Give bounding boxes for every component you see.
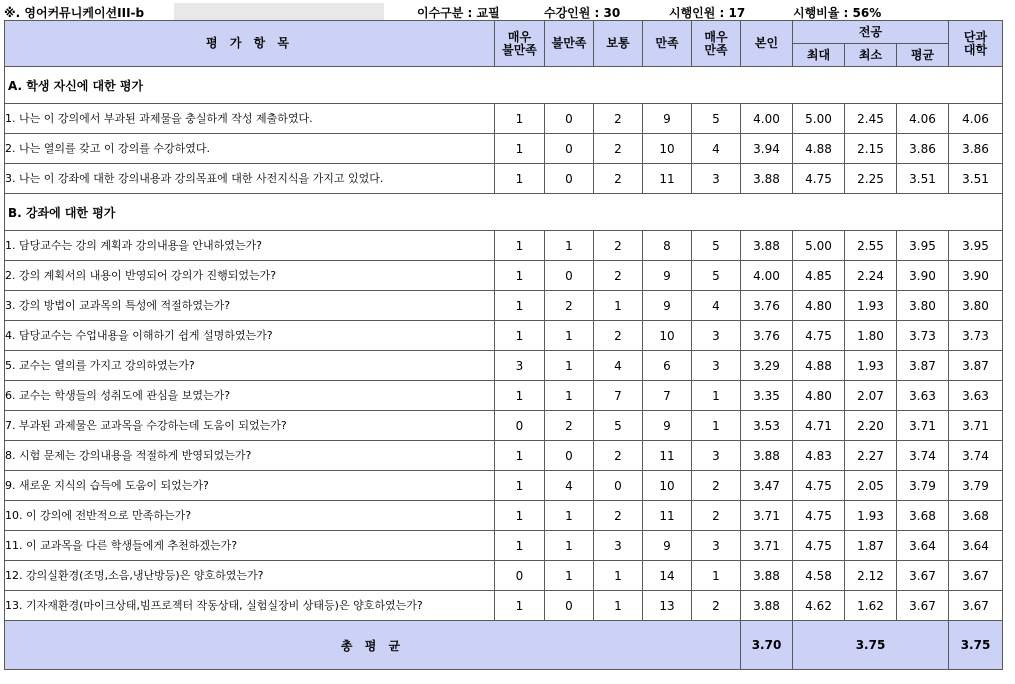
cell-college: 3.63 — [949, 381, 1003, 411]
participant-count: 시행인원 : 17 — [669, 6, 746, 20]
cell-self: 3.88 — [741, 231, 793, 261]
cell-college: 3.73 — [949, 321, 1003, 351]
cell-major-avg: 3.79 — [897, 471, 949, 501]
cell-dissatisfied: 1 — [545, 381, 594, 411]
cell-major-max: 4.85 — [793, 261, 845, 291]
table-row — [5, 561, 1003, 591]
cell-very-dissatisfied: 1 — [495, 501, 545, 531]
cell-very-dissatisfied: 1 — [495, 164, 545, 194]
header-major-min: 최소 — [845, 44, 897, 67]
cell-satisfied: 8 — [643, 231, 692, 261]
cell-very-dissatisfied: 1 — [495, 321, 545, 351]
cell-college: 3.67 — [949, 591, 1003, 621]
cell-very-dissatisfied: 1 — [495, 104, 545, 134]
cell-major-avg: 3.74 — [897, 441, 949, 471]
cell-college: 3.68 — [949, 501, 1003, 531]
cell-major-max: 4.80 — [793, 381, 845, 411]
question-text: 11. 이 교과목을 다른 학생들에게 추천하겠는가? — [5, 531, 495, 561]
cell-major-avg: 3.71 — [897, 411, 949, 441]
cell-major-avg: 3.90 — [897, 261, 949, 291]
cell-very-satisfied: 3 — [692, 531, 741, 561]
cell-dissatisfied: 0 — [545, 441, 594, 471]
cell-satisfied: 9 — [643, 104, 692, 134]
cell-neutral: 5 — [594, 411, 643, 441]
cell-major-min: 1.93 — [845, 501, 897, 531]
question-text: 3. 강의 방법이 교과목의 특성에 적절하였는가? — [5, 291, 495, 321]
cell-very-satisfied: 3 — [692, 321, 741, 351]
cell-satisfied: 9 — [643, 411, 692, 441]
cell-major-min: 2.15 — [845, 134, 897, 164]
cell-self: 3.88 — [741, 591, 793, 621]
cell-very-dissatisfied: 1 — [495, 291, 545, 321]
cell-neutral: 4 — [594, 351, 643, 381]
cell-very-dissatisfied: 1 — [495, 531, 545, 561]
section-title: A. 학생 자신에 대한 평가 — [5, 67, 1003, 104]
question-text: 1. 담당교수는 강의 계획과 강의내용을 안내하였는가? — [5, 231, 495, 261]
question-text: 10. 이 강의에 전반적으로 만족하는가? — [5, 501, 495, 531]
cell-major-min: 1.87 — [845, 531, 897, 561]
cell-dissatisfied: 1 — [545, 321, 594, 351]
cell-satisfied: 14 — [643, 561, 692, 591]
cell-major-max: 4.83 — [793, 441, 845, 471]
cell-major-min: 2.25 — [845, 164, 897, 194]
cell-college: 3.95 — [949, 231, 1003, 261]
cell-major-avg: 3.68 — [897, 501, 949, 531]
question-text: 6. 교수는 학생들의 성취도에 관심을 보였는가? — [5, 381, 495, 411]
question-text: 2. 나는 열의를 갖고 이 강의를 수강하였다. — [5, 134, 495, 164]
cell-very-dissatisfied: 1 — [495, 381, 545, 411]
cell-major-max: 4.75 — [793, 501, 845, 531]
total-average-label: 총 평 균 — [5, 621, 741, 670]
table-row — [5, 134, 1003, 164]
cell-dissatisfied: 1 — [545, 351, 594, 381]
header-major: 전공 — [793, 21, 949, 44]
cell-neutral: 2 — [594, 134, 643, 164]
question-text: 1. 나는 이 강의에서 부과된 과제물을 충실하게 작성 제출하였다. — [5, 104, 495, 134]
table-row — [5, 231, 1003, 261]
cell-very-satisfied: 4 — [692, 134, 741, 164]
cell-very-satisfied: 1 — [692, 411, 741, 441]
cell-dissatisfied: 1 — [545, 231, 594, 261]
cell-major-max: 4.75 — [793, 321, 845, 351]
table-row — [5, 501, 1003, 531]
cell-major-avg: 3.73 — [897, 321, 949, 351]
cell-satisfied: 11 — [643, 164, 692, 194]
header-satisfied: 만족 — [643, 21, 692, 67]
table-row — [5, 441, 1003, 471]
redacted-area — [174, 3, 384, 20]
question-text: 2. 강의 계획서의 내용이 반영되어 강의가 진행되었는가? — [5, 261, 495, 291]
cell-very-dissatisfied: 1 — [495, 134, 545, 164]
cell-college: 3.67 — [949, 561, 1003, 591]
cell-major-max: 5.00 — [793, 231, 845, 261]
evaluation-table — [4, 20, 1003, 670]
question-text: 9. 새로운 지식의 습득에 도움이 되었는가? — [5, 471, 495, 501]
cell-major-max: 4.62 — [793, 591, 845, 621]
cell-very-satisfied: 3 — [692, 164, 741, 194]
header-dissatisfied: 불만족 — [545, 21, 594, 67]
cell-major-avg: 3.86 — [897, 134, 949, 164]
cell-very-satisfied: 1 — [692, 381, 741, 411]
cell-neutral: 7 — [594, 381, 643, 411]
total-average-row — [5, 621, 1003, 670]
cell-college: 3.90 — [949, 261, 1003, 291]
cell-college: 3.64 — [949, 531, 1003, 561]
cell-dissatisfied: 1 — [545, 561, 594, 591]
cell-college: 3.80 — [949, 291, 1003, 321]
cell-major-min: 1.62 — [845, 591, 897, 621]
cell-college: 3.74 — [949, 441, 1003, 471]
cell-neutral: 2 — [594, 441, 643, 471]
cell-satisfied: 10 — [643, 471, 692, 501]
cell-very-dissatisfied: 1 — [495, 231, 545, 261]
cell-self: 4.00 — [741, 104, 793, 134]
table-row — [5, 291, 1003, 321]
table-row — [5, 164, 1003, 194]
cell-major-avg: 3.64 — [897, 531, 949, 561]
cell-college: 3.79 — [949, 471, 1003, 501]
cell-major-avg: 3.80 — [897, 291, 949, 321]
cell-major-min: 1.93 — [845, 351, 897, 381]
table-row — [5, 261, 1003, 291]
question-text: 5. 교수는 열의를 가지고 강의하였는가? — [5, 351, 495, 381]
section-header — [5, 194, 1003, 231]
cell-dissatisfied: 0 — [545, 104, 594, 134]
header-item: 평 가 항 목 — [5, 21, 495, 67]
cell-major-min: 1.80 — [845, 321, 897, 351]
table-row — [5, 471, 1003, 501]
cell-major-min: 2.20 — [845, 411, 897, 441]
cell-major-min: 1.93 — [845, 291, 897, 321]
question-text: 4. 담당교수는 수업내용을 이해하기 쉽게 설명하였는가? — [5, 321, 495, 351]
cell-major-max: 5.00 — [793, 104, 845, 134]
table-row — [5, 351, 1003, 381]
cell-very-satisfied: 4 — [692, 291, 741, 321]
question-text: 7. 부과된 과제물은 교과목을 수강하는데 도움이 되었는가? — [5, 411, 495, 441]
cell-college: 3.71 — [949, 411, 1003, 441]
cell-very-satisfied: 3 — [692, 441, 741, 471]
header-very-satisfied: 매우 만족 — [692, 21, 741, 67]
enrolled-count: 수강인원 : 30 — [544, 6, 621, 20]
cell-dissatisfied: 2 — [545, 291, 594, 321]
cell-self: 3.88 — [741, 441, 793, 471]
header-major-avg: 평균 — [897, 44, 949, 67]
question-text: 13. 기자재환경(마이크상태,빔프로젝터 작동상태, 실험실장비 상태등)은 양호하였는가? — [5, 591, 495, 621]
question-text: 12. 강의실환경(조명,소음,냉난방등)은 양호하였는가? — [5, 561, 495, 591]
cell-dissatisfied: 0 — [545, 164, 594, 194]
cell-dissatisfied: 1 — [545, 531, 594, 561]
cell-very-satisfied: 5 — [692, 104, 741, 134]
cell-very-dissatisfied: 1 — [495, 441, 545, 471]
cell-satisfied: 7 — [643, 381, 692, 411]
cell-college: 4.06 — [949, 104, 1003, 134]
cell-neutral: 1 — [594, 291, 643, 321]
cell-dissatisfied: 2 — [545, 411, 594, 441]
header-major-max: 최대 — [793, 44, 845, 67]
cell-very-dissatisfied: 0 — [495, 561, 545, 591]
cell-major-avg: 3.63 — [897, 381, 949, 411]
cell-satisfied: 11 — [643, 501, 692, 531]
cell-major-min: 2.07 — [845, 381, 897, 411]
cell-major-min: 2.55 — [845, 231, 897, 261]
total-major: 3.75 — [793, 621, 949, 670]
total-college: 3.75 — [949, 621, 1003, 670]
cell-self: 3.71 — [741, 531, 793, 561]
cell-major-avg: 3.87 — [897, 351, 949, 381]
cell-satisfied: 13 — [643, 591, 692, 621]
cell-very-dissatisfied: 1 — [495, 471, 545, 501]
cell-very-satisfied: 5 — [692, 261, 741, 291]
cell-major-max: 4.75 — [793, 471, 845, 501]
cell-self: 3.88 — [741, 561, 793, 591]
cell-neutral: 0 — [594, 471, 643, 501]
cell-major-max: 4.58 — [793, 561, 845, 591]
cell-satisfied: 9 — [643, 291, 692, 321]
question-text: 8. 시험 문제는 강의내용을 적절하게 반영되었는가? — [5, 441, 495, 471]
cell-major-avg: 3.67 — [897, 591, 949, 621]
cell-dissatisfied: 1 — [545, 501, 594, 531]
cell-major-max: 4.88 — [793, 134, 845, 164]
cell-major-max: 4.80 — [793, 291, 845, 321]
cell-major-max: 4.88 — [793, 351, 845, 381]
cell-self: 3.88 — [741, 164, 793, 194]
cell-neutral: 3 — [594, 531, 643, 561]
cell-dissatisfied: 0 — [545, 591, 594, 621]
cell-very-dissatisfied: 1 — [495, 591, 545, 621]
cell-neutral: 1 — [594, 561, 643, 591]
cell-satisfied: 9 — [643, 531, 692, 561]
cell-satisfied: 9 — [643, 261, 692, 291]
question-text: 3. 나는 이 강좌에 대한 강의내용과 강의목표에 대한 사전지식을 가지고 있었다. — [5, 164, 495, 194]
cell-very-satisfied: 1 — [692, 561, 741, 591]
table-row — [5, 321, 1003, 351]
cell-self: 3.76 — [741, 291, 793, 321]
cell-dissatisfied: 4 — [545, 471, 594, 501]
cell-self: 3.71 — [741, 501, 793, 531]
cell-major-max: 4.75 — [793, 164, 845, 194]
cell-very-satisfied: 2 — [692, 501, 741, 531]
section-header — [5, 67, 1003, 104]
cell-college: 3.86 — [949, 134, 1003, 164]
cell-college: 3.87 — [949, 351, 1003, 381]
cell-self: 3.47 — [741, 471, 793, 501]
cell-very-dissatisfied: 1 — [495, 261, 545, 291]
cell-major-avg: 4.06 — [897, 104, 949, 134]
header-college: 단과 대학 — [949, 21, 1003, 67]
cell-self: 3.29 — [741, 351, 793, 381]
table-row — [5, 531, 1003, 561]
cell-self: 3.35 — [741, 381, 793, 411]
cell-neutral: 2 — [594, 261, 643, 291]
cell-major-min: 2.24 — [845, 261, 897, 291]
table-row — [5, 591, 1003, 621]
cell-self: 3.76 — [741, 321, 793, 351]
cell-major-avg: 3.51 — [897, 164, 949, 194]
cell-major-max: 4.71 — [793, 411, 845, 441]
cell-neutral: 1 — [594, 591, 643, 621]
course-type: 이수구분 : 교필 — [417, 6, 500, 20]
header-neutral: 보통 — [594, 21, 643, 67]
cell-very-satisfied: 5 — [692, 231, 741, 261]
table-row — [5, 381, 1003, 411]
cell-very-satisfied: 3 — [692, 351, 741, 381]
cell-major-avg: 3.95 — [897, 231, 949, 261]
cell-very-dissatisfied: 0 — [495, 411, 545, 441]
cell-self: 4.00 — [741, 261, 793, 291]
total-self: 3.70 — [741, 621, 793, 670]
cell-major-avg: 3.67 — [897, 561, 949, 591]
course-info-bar — [4, 3, 1004, 21]
cell-major-max: 4.75 — [793, 531, 845, 561]
table-row — [5, 104, 1003, 134]
header-very-dissatisfied: 매우 불만족 — [495, 21, 545, 67]
cell-dissatisfied: 0 — [545, 261, 594, 291]
participation-ratio: 시행비율 : 56% — [793, 6, 882, 20]
cell-very-dissatisfied: 3 — [495, 351, 545, 381]
evaluation-body — [5, 67, 1003, 621]
cell-major-min: 2.45 — [845, 104, 897, 134]
cell-neutral: 2 — [594, 501, 643, 531]
cell-very-satisfied: 2 — [692, 591, 741, 621]
cell-satisfied: 6 — [643, 351, 692, 381]
cell-satisfied: 10 — [643, 134, 692, 164]
cell-self: 3.53 — [741, 411, 793, 441]
cell-very-satisfied: 2 — [692, 471, 741, 501]
cell-major-min: 2.05 — [845, 471, 897, 501]
cell-neutral: 2 — [594, 104, 643, 134]
cell-neutral: 2 — [594, 231, 643, 261]
cell-major-min: 2.27 — [845, 441, 897, 471]
cell-college: 3.51 — [949, 164, 1003, 194]
section-title: B. 강좌에 대한 평가 — [5, 194, 1003, 231]
cell-neutral: 2 — [594, 164, 643, 194]
table-row — [5, 411, 1003, 441]
cell-dissatisfied: 0 — [545, 134, 594, 164]
cell-major-min: 2.12 — [845, 561, 897, 591]
cell-satisfied: 10 — [643, 321, 692, 351]
cell-neutral: 2 — [594, 321, 643, 351]
course-title: ※. 영어커뮤니케이션III-b — [4, 6, 145, 20]
header-self: 본인 — [741, 21, 793, 67]
cell-satisfied: 11 — [643, 441, 692, 471]
cell-self: 3.94 — [741, 134, 793, 164]
